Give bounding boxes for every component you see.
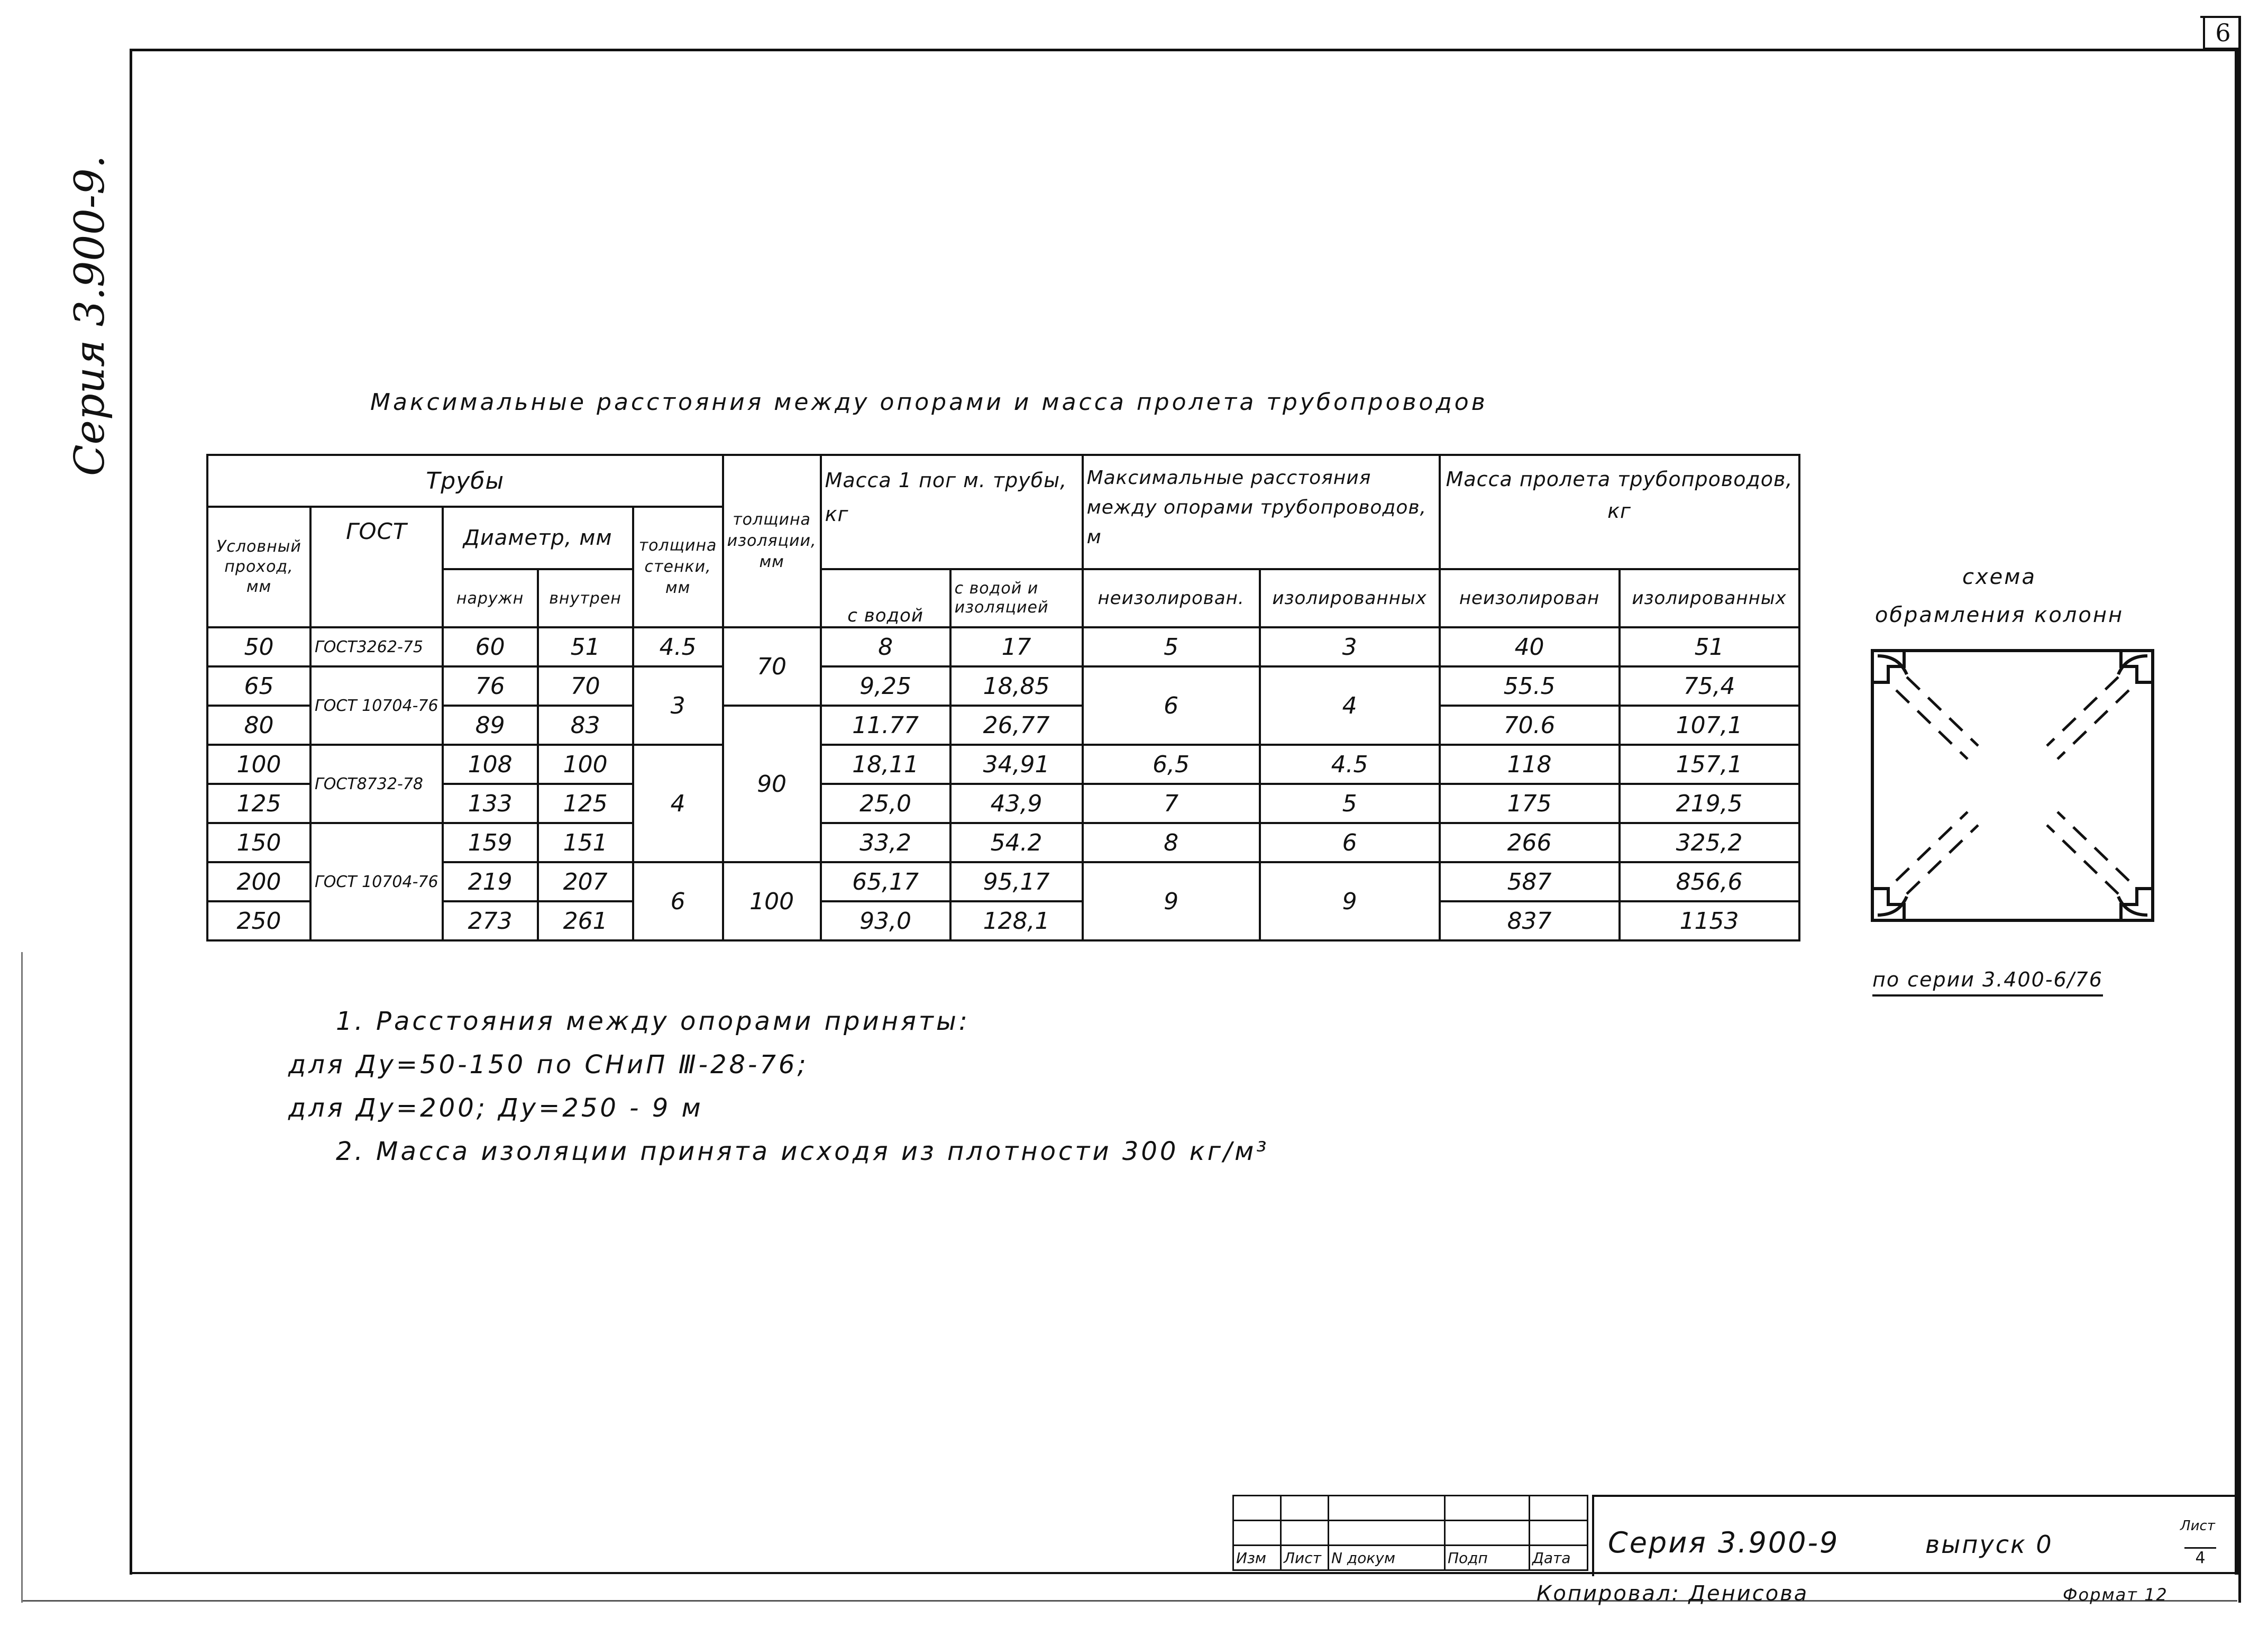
scheme-title [1851, 558, 2147, 634]
inner-cell: 125 [538, 784, 633, 823]
gost-cell: ГОСТ8732-78 [310, 745, 443, 823]
stamp-sheet-number: 4 [2184, 1547, 2216, 1570]
inner-cell: 83 [538, 706, 633, 745]
span-noins-cell: 118 [1440, 745, 1620, 784]
header-outer: наружн [443, 569, 538, 627]
dn-cell: 50 [207, 627, 310, 666]
table-row [207, 666, 1799, 706]
note-1: 1. Расстояния между опорами приняты: [336, 1007, 970, 1036]
mass-water-cell: 25,0 [821, 784, 950, 823]
mass-water-cell: 65,17 [821, 862, 950, 901]
mass-water-cell: 8 [821, 627, 950, 666]
mass-water-ins-cell: 18,85 [950, 666, 1083, 706]
dist-noins-cell: 8 [1083, 823, 1260, 862]
header-dist-ins: изолированных [1260, 569, 1440, 627]
span-ins-cell: 107,1 [1620, 706, 1799, 745]
scheme-title-line2: обрамления колонн [1874, 603, 2124, 627]
title-block-grid [1232, 1495, 1588, 1571]
insulation-cell: 70 [723, 627, 821, 706]
note-1a: для Ду=50-150 по СНиП Ⅲ-28-76; [288, 1050, 809, 1080]
inner-cell: 261 [538, 901, 633, 940]
dn-cell: 80 [207, 706, 310, 745]
span-noins-cell: 266 [1440, 823, 1620, 862]
stamp-data: Дата [1530, 1546, 1588, 1570]
mass-water-cell: 33,2 [821, 823, 950, 862]
span-noins-cell: 175 [1440, 784, 1620, 823]
corner-angle-tl [1872, 651, 1904, 682]
inner-cell: 151 [538, 823, 633, 862]
outer-cell: 108 [443, 745, 538, 784]
wall-cell: 6 [633, 862, 723, 940]
table-row [207, 706, 1799, 745]
span-ins-cell: 51 [1620, 627, 1799, 666]
span-noins-cell: 837 [1440, 901, 1620, 940]
diagonal-strips [1896, 677, 2129, 894]
outer-cell: 273 [443, 901, 538, 940]
header-dist-noins: неизолирован. [1083, 569, 1260, 627]
dn-cell: 100 [207, 745, 310, 784]
outer-cell: 89 [443, 706, 538, 745]
page-number: 6 [2203, 18, 2241, 50]
dist-ins-cell: 3 [1260, 627, 1440, 666]
span-noins-cell: 55.5 [1440, 666, 1620, 706]
dist-noins-cell: 9 [1083, 862, 1260, 940]
inner-cell: 51 [538, 627, 633, 666]
mass-water-ins-cell: 43,9 [950, 784, 1083, 823]
span-noins-cell: 40 [1440, 627, 1620, 666]
corner-angle-br [2121, 889, 2153, 920]
span-ins-cell: 325,2 [1620, 823, 1799, 862]
scheme-title-line1: схема [1962, 565, 2036, 589]
copied-by: Копировал: Денисова [1537, 1582, 1809, 1606]
table-row [207, 784, 1799, 823]
mass-water-ins-cell: 26,77 [950, 706, 1083, 745]
table-row [207, 745, 1799, 784]
wall-cell: 4 [633, 745, 723, 862]
span-ins-cell: 856,6 [1620, 862, 1799, 901]
mass-water-cell: 9,25 [821, 666, 950, 706]
span-ins-cell: 1153 [1620, 901, 1799, 940]
dist-noins-cell: 6 [1083, 666, 1260, 745]
header-diameter: Диаметр, мм [443, 507, 633, 569]
header-dn: Условный проход, мм [207, 507, 310, 627]
notes [288, 1000, 1269, 1173]
stamp-issue: выпуск 0 [1925, 1530, 2053, 1559]
mass-water-ins-cell: 34,91 [950, 745, 1083, 784]
mass-water-ins-cell: 128,1 [950, 901, 1083, 940]
mass-water-cell: 18,11 [821, 745, 950, 784]
outer-cell: 159 [443, 823, 538, 862]
wall-cell: 4.5 [633, 627, 723, 666]
dist-ins-cell: 4.5 [1260, 745, 1440, 784]
dist-ins-cell: 5 [1260, 784, 1440, 823]
header-mass-group: Масса 1 пог м. трубы, кг [821, 455, 1083, 569]
column-outline [1872, 651, 2153, 920]
outer-cell: 219 [443, 862, 538, 901]
pipe-support-table [206, 454, 1800, 942]
corner-angles [1872, 651, 2153, 920]
dn-cell: 125 [207, 784, 310, 823]
scheme-reference: по серии 3.400-6/76 [1872, 968, 2103, 997]
stamp-list: Лист [1281, 1546, 1329, 1570]
dn-cell: 65 [207, 666, 310, 706]
wall-cell: 3 [633, 666, 723, 745]
sheet-format: Формат 12 [2063, 1585, 2168, 1605]
table-row [207, 862, 1799, 901]
corner-angle-tr [2121, 651, 2153, 682]
outer-cell: 133 [443, 784, 538, 823]
header-inner: внутрен [538, 569, 633, 627]
insulation-cell: 90 [723, 706, 821, 862]
span-ins-cell: 157,1 [1620, 745, 1799, 784]
table-row [207, 823, 1799, 862]
dist-noins-cell: 5 [1083, 627, 1260, 666]
dn-cell: 150 [207, 823, 310, 862]
gost-cell: ГОСТ 10704-76 [310, 666, 443, 745]
mass-water-cell: 93,0 [821, 901, 950, 940]
header-span-ins: изолированных [1620, 569, 1799, 627]
inner-cell: 70 [538, 666, 633, 706]
span-noins-cell: 70.6 [1440, 706, 1620, 745]
mass-water-ins-cell: 17 [950, 627, 1083, 666]
gost-cell: ГОСТ 10704-76 [310, 823, 443, 940]
dist-ins-cell: 9 [1260, 862, 1440, 940]
dist-noins-cell: 6,5 [1083, 745, 1260, 784]
stamp-izm: Изм [1233, 1546, 1281, 1570]
header-insulation: толщина изоляции, мм [723, 455, 821, 627]
header-span-group: Масса пролета трубопроводов, кг [1440, 455, 1799, 569]
note-1b: для Ду=200; Ду=250 - 9 м [288, 1093, 703, 1123]
span-ins-cell: 219,5 [1620, 784, 1799, 823]
dist-ins-cell: 6 [1260, 823, 1440, 862]
table-row [207, 627, 1799, 666]
table-title: Максимальные расстояния между опорами и масса пролета трубопроводов [370, 389, 1488, 416]
dn-cell: 250 [207, 901, 310, 940]
inner-cell: 100 [538, 745, 633, 784]
inner-cell: 207 [538, 862, 633, 901]
corner-angle-bl [1872, 889, 1904, 920]
column-framing-diagram [1867, 645, 2163, 931]
header-pipes: Трубы [207, 455, 723, 507]
stamp-sheet-label: Лист [2180, 1518, 2215, 1534]
stamp-series: Серия 3.900-9 [1608, 1526, 1840, 1559]
gost-cell: ГОСТ3262-75 [310, 627, 443, 666]
table-row [207, 901, 1799, 940]
dist-ins-cell: 4 [1260, 666, 1440, 745]
insulation-cell: 100 [723, 862, 821, 940]
span-noins-cell: 587 [1440, 862, 1620, 901]
dn-cell: 200 [207, 862, 310, 901]
sheet-left-edge [21, 952, 23, 1603]
header-mass-water-ins: с водой и изоляцией [950, 569, 1083, 627]
header-wall: толщина стенки, мм [633, 507, 723, 627]
header-gost: ГОСТ [310, 507, 443, 627]
outer-border-right [2238, 16, 2241, 1603]
span-ins-cell: 75,4 [1620, 666, 1799, 706]
header-distance-group: Максимальные расстояния между опорами трубопроводов, м [1083, 455, 1440, 569]
header-span-noins: неизолирован [1440, 569, 1620, 627]
series-vertical-label: Серия 3.900-9. [66, 155, 114, 476]
mass-water-ins-cell: 95,17 [950, 862, 1083, 901]
stamp-doc: N докум [1329, 1546, 1445, 1570]
outer-cell: 60 [443, 627, 538, 666]
dist-noins-cell: 7 [1083, 784, 1260, 823]
stamp-podp: Подп [1445, 1546, 1530, 1570]
note-2: 2. Масса изоляции принята исходя из плотности 300 кг/м³ [336, 1137, 1269, 1166]
sheet-bottom-edge [21, 1600, 2237, 1602]
header-mass-water: с водой [821, 569, 950, 627]
mass-water-ins-cell: 54.2 [950, 823, 1083, 862]
mass-water-cell: 11.77 [821, 706, 950, 745]
outer-cell: 76 [443, 666, 538, 706]
